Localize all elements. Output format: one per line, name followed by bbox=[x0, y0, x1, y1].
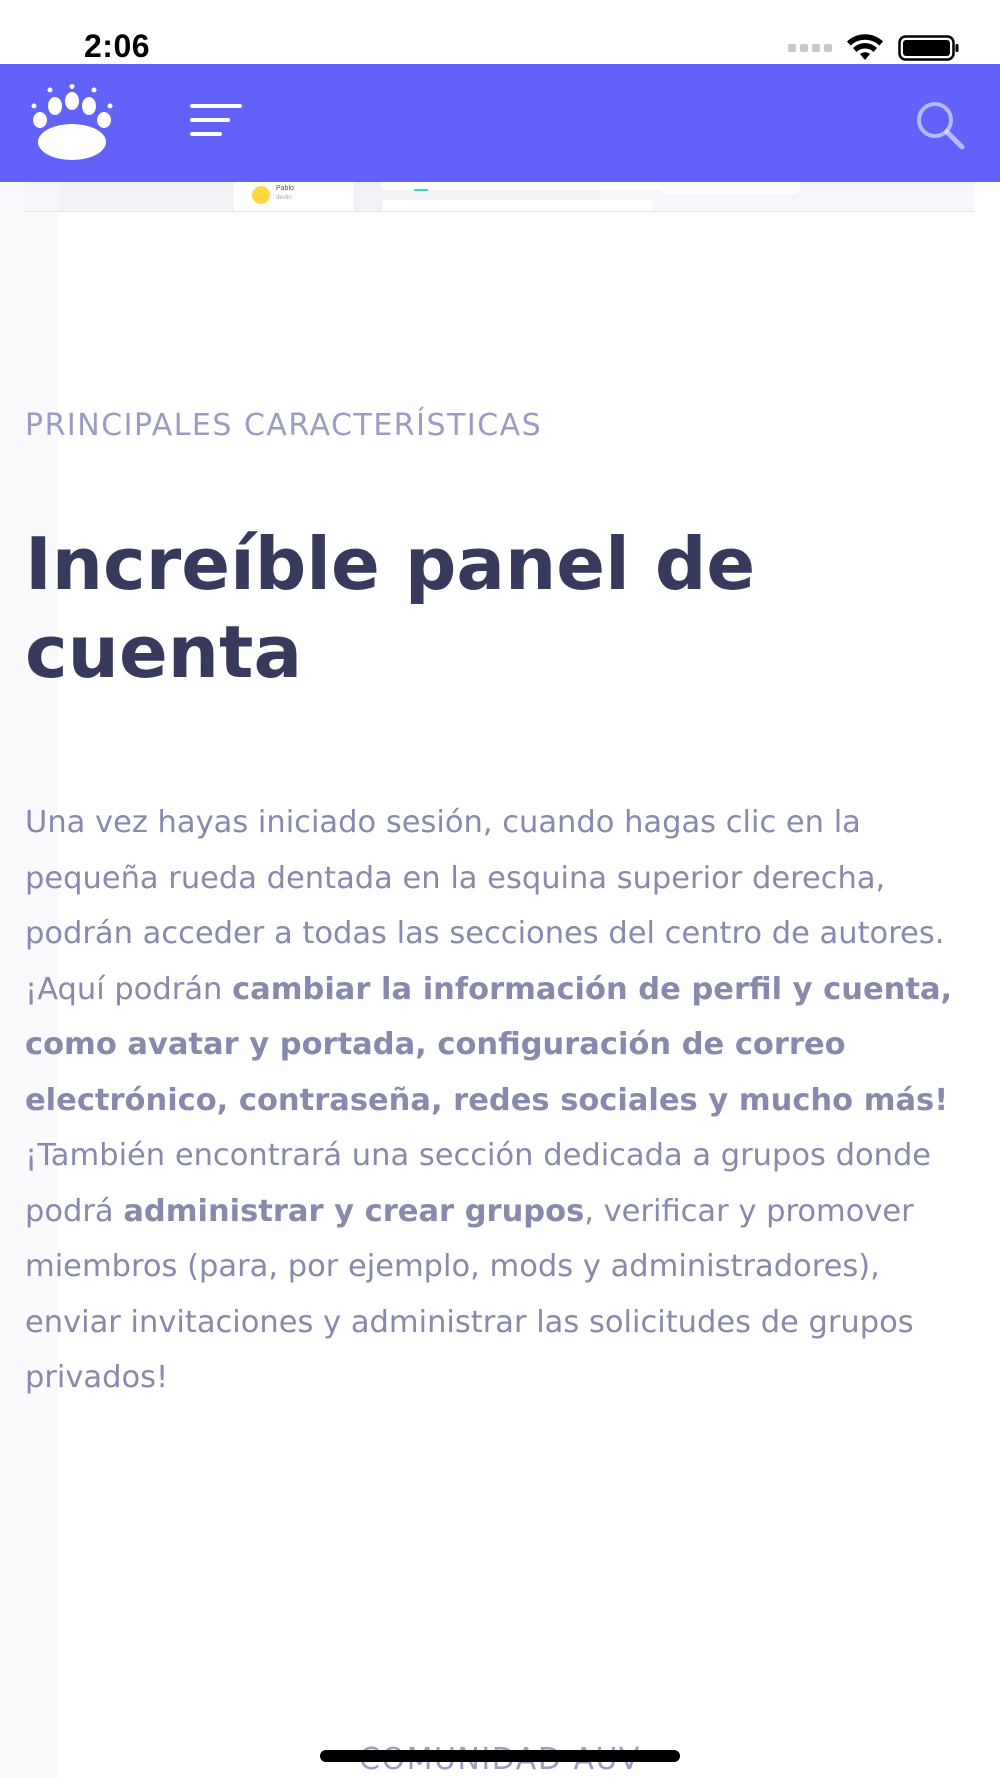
battery-icon bbox=[898, 34, 960, 62]
description-highlight: cambiar la información de perfil y cuenta, como avatar y portada, configuración de correo electrónico, contraseña, redes sociales y mucho más! bbox=[25, 971, 953, 1118]
search-icon[interactable] bbox=[912, 98, 970, 156]
menu-icon-line bbox=[190, 118, 230, 122]
section-title: Increíble panel de cuenta bbox=[25, 522, 756, 694]
preview-user-name: Pablo bbox=[276, 185, 294, 192]
cellular-signal-icon bbox=[788, 44, 832, 52]
preview-user-sub: devlin bbox=[276, 195, 292, 201]
menu-button[interactable] bbox=[190, 104, 246, 144]
menu-icon bbox=[190, 104, 242, 108]
status-time: 2:06 bbox=[84, 28, 151, 64]
preview-accent-line bbox=[414, 189, 428, 191]
preview-side-card bbox=[660, 182, 800, 194]
app-bar bbox=[0, 64, 1000, 182]
section-eyebrow: PRINCIPALES CARACTERÍSTICAS bbox=[25, 408, 543, 443]
paw-icon[interactable] bbox=[30, 84, 114, 162]
menu-icon-line bbox=[190, 132, 222, 136]
description-text: , verificar y promover miembros (para, por ejemplo, mods y administradores), enviar invitaciones y administrar las solicitudes de grupos privados! bbox=[25, 1193, 914, 1395]
section-description bbox=[25, 795, 980, 1406]
home-indicator[interactable] bbox=[320, 1750, 680, 1762]
description-text: ¡También encontrará una sección dedicada a grupos donde podrá bbox=[25, 1138, 932, 1229]
preview-feed-post bbox=[382, 200, 652, 212]
description-text: Una vez hayas iniciado sesión, cuando hagas clic en la pequeña rueda dentada en la esquina superior derecha, podrán acceder a todas las secciones del centro de autores. ¡Aquí podrán bbox=[25, 805, 945, 1007]
emoji-avatar-icon bbox=[252, 186, 270, 204]
wifi-icon bbox=[846, 34, 884, 62]
dashboard-preview-image bbox=[24, 182, 974, 212]
status-indicators bbox=[788, 34, 960, 62]
description-highlight: administrar y crear grupos bbox=[123, 1193, 585, 1229]
status-bar bbox=[0, 0, 1000, 64]
